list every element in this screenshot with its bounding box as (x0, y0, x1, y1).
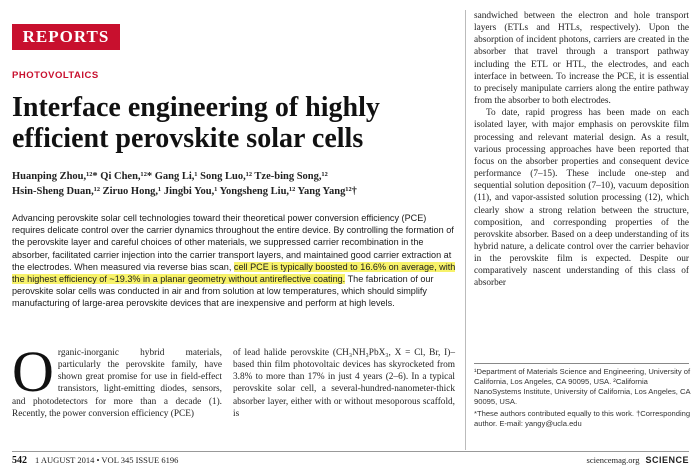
body-column-1 (12, 339, 222, 420)
abstract (12, 212, 457, 310)
abstract-text-before: Advancing perovskite solar cell technologies toward their theoretical power conversion efficiency (PCE) requires delicate control over the carrier dynamics throughout the entire device. By controlling the formation of the perovskite layer and careful choices of other materials, we suppressed carrier recombination in the absorber, facilitated carrier injection into the carrier transport layers, and maintained good carrier extraction at the electrodes. When measured via reverse bias scan, (12, 213, 454, 272)
site-link[interactable]: sciencemag.org (586, 455, 640, 465)
drop-cap: O (12, 339, 54, 404)
column-divider (465, 10, 466, 450)
article-title: Interface engineering of highly efficient perovskite solar cells (12, 92, 380, 154)
footnote-divider (474, 363, 689, 364)
footer-divider (12, 451, 689, 452)
correspondence-footnote: *These authors contributed equally to this work. †Corresponding author. E-mail: yangy@ucla.edu (474, 409, 691, 428)
authors-line-2: Hsin-Sheng Duan,¹² Ziruo Hong,¹ Jingbi You,¹ Yongsheng Liu,¹² Yang Yang¹²† (12, 186, 357, 197)
body-col2-text: of lead halide perovskite (CH₃NH₃PbX₃, X = Cl, Br, I)–based thin film photovoltaic devices has skyrocketed from 3.8% to more than 17% in just 4 years (2–6). In a typical perovskite solar cell, a several-hundred-nanometer-thick absorber layer, either with or without mesoporous scaffold, is (233, 348, 455, 419)
footnotes (474, 367, 694, 431)
body-col3-paragraph-2: To date, rapid progress has been made on each isolated layer, with major emphasis on perovskite film processing and relevant material design. As a result, various processing approaches have been reported that focus on the absorber properties and consequent device performance (7–15). These include one-step and sequential solution deposition (7–10), vacuum deposition (11), and vapor-assisted solution processing (12), which clearly show a strong relation between the structure, composition, and corresponding properties of the perovskite absorber. Based on a deep understanding of its hybrid nature, a delicate control over the carrier behavior in the perovskite film is expected. Despite our comparatively nascent understanding of this class of absorber (474, 108, 689, 289)
abstract-text-after: The fabrication of our perovskite solar cells was conducted in air and from solution at low temperatures, which should simplify manufacturing of large-area perovskite devices that are inexpensive and perform at high levels. (12, 274, 434, 309)
body-col3-paragraph-1: sandwiched between the electron and hole transport layers (ETLs and HTLs, respectively). Upon the absorption of incident photons, carriers are created in the absorber that travel through a transport pathway including the ETL or HTL, the electrodes, and each interface in between. To increase the PCE, it is essential to precisely manipulate carriers along the entire pathway from the absorber to both electrodes. (474, 11, 689, 107)
body-col1-text: rganic-inorganic hybrid materials, particularly the perovskite family, have shown great promise for use in field-effect transistors, light-emitting diodes, sensors, and photodetectors for more than a decade (1). Recently, the power conversion efficiency (PCE) (12, 348, 222, 419)
reports-tag: REPORTS (12, 24, 120, 50)
journal-name: SCIENCE (645, 455, 689, 465)
authors-line-1: Huanping Zhou,¹²* Qi Chen,¹²* Gang Li,¹ Song Luo,¹² Tze-bing Song,¹² (12, 171, 328, 182)
issue-info: 1 AUGUST 2014 • VOL 345 ISSUE 6196 (35, 455, 179, 465)
body-column-2 (233, 347, 455, 420)
footer-right (587, 455, 689, 465)
page-number: 542 (12, 455, 27, 466)
body-column-3 (474, 10, 689, 290)
affiliation-footnote: ¹Department of Materials Science and Engineering, University of California, Los Angeles, CA 90095, USA. ²California NanoSystems Institute, University of California, Los Angeles, CA 90095, USA. (474, 367, 691, 406)
section-label: PHOTOVOLTAICS (12, 70, 99, 81)
author-list (12, 169, 452, 199)
abstract-highlight: cell PCE is typically boosted to 16.6% on average, with the highest efficiency of ~19.3% in a planar geometry without antireflective coating. (12, 261, 456, 285)
footer-left (12, 455, 178, 466)
